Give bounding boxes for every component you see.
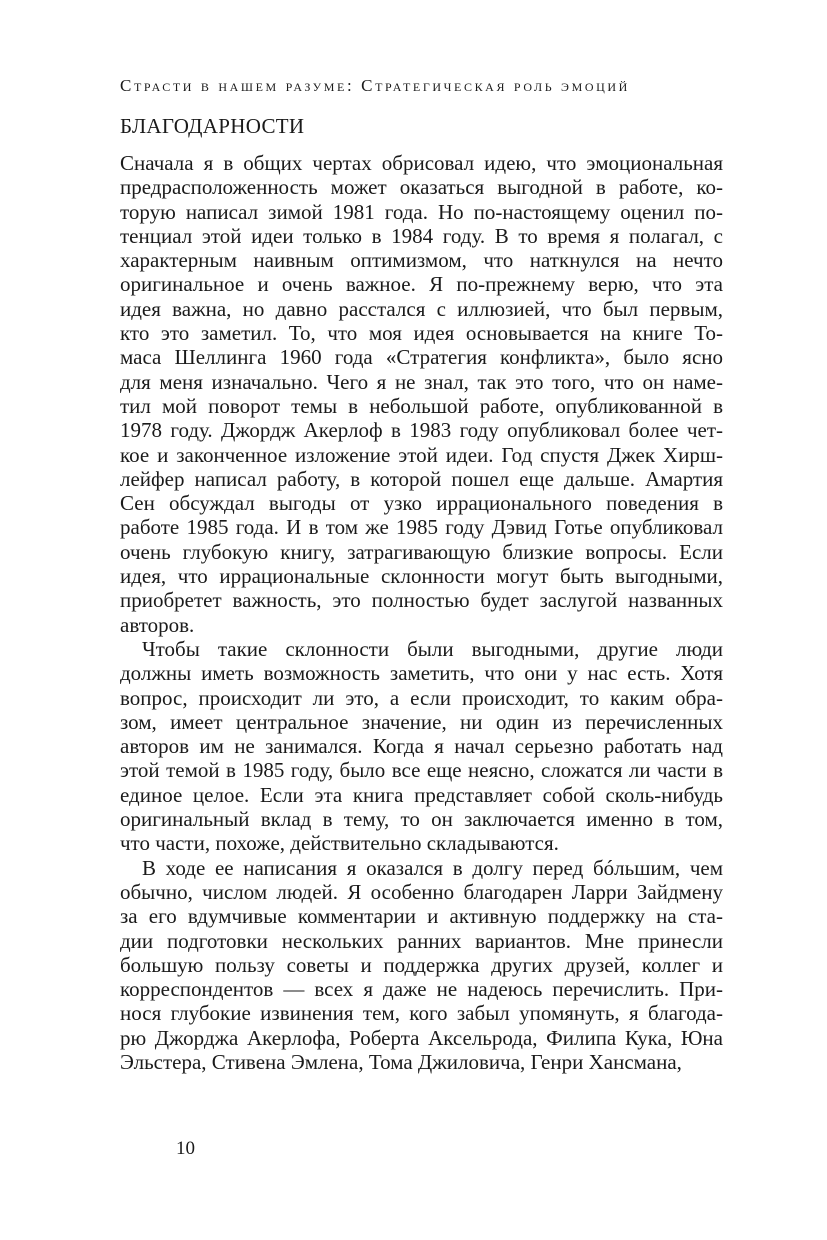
text-line: кто это заметил. То, что моя идея основывается на книге То- — [120, 321, 723, 346]
text-line: авторов. — [120, 612, 195, 637]
text-line: что части, похоже, действительно складываются. — [120, 831, 559, 856]
text-line: В ходе ее написания я оказался в долгу перед бóльшим, чем — [142, 855, 723, 880]
text-line: тенциал этой идеи только в 1984 году. В то время я полагал, с — [120, 223, 723, 248]
paragraph — [120, 856, 723, 1075]
text-line: идея важна, но давно расстался с иллюзией, что был первым, — [120, 296, 723, 321]
text-line: нося глубокие извинения тем, кого забыл упомянуть, я благода- — [120, 1001, 723, 1026]
running-head: Страсти в нашем разуме: Стратегическая роль эмоций — [120, 76, 630, 95]
text-line: корреспондентов — всех я даже не надеюсь перечислить. При- — [120, 977, 723, 1002]
text-line: характерным наивным оптимизмом, что наткнулся на нечто — [120, 248, 723, 273]
text-line: идея, что иррациональные склонности могут быть выгодными, — [120, 564, 723, 589]
text-line: Сен обсуждал выгоды от узко иррационального поведения в — [120, 491, 723, 516]
text-line: Чтобы такие склонности были выгодными, другие люди — [142, 636, 723, 661]
text-line: этой темой в 1985 году, было все еще неясно, сложатся ли части в — [120, 758, 723, 783]
text-line: зом, имеет центральное значение, ни один из перечисленных — [120, 709, 723, 734]
text-line: большую пользу советы и поддержка других друзей, коллег и — [120, 952, 723, 977]
text-line: лейфер написал работу, в которой пошел еще дальше. Амартия — [120, 466, 723, 491]
text-line: для меня изначально. Чего я не знал, так это того, что он наме- — [120, 369, 723, 394]
text-line: кое и законченное изложение этой идеи. Год спустя Джек Хирш- — [120, 442, 723, 467]
section-title: БЛАГОДАРНОСТИ — [120, 114, 305, 138]
text-line: обычно, числом людей. Я особенно благодарен Ларри Зайдмену — [120, 879, 723, 904]
body-text — [120, 151, 723, 1074]
page-number: 10 — [176, 1138, 195, 1159]
text-line: дии подготовки нескольких ранних вариантов. Мне принесли — [120, 928, 723, 953]
text-line: предрасположенность может оказаться выгодной в работе, ко- — [120, 175, 723, 200]
text-line: Эльстера, Стивена Эмлена, Тома Джиловича, Генри Хансмана, — [120, 1049, 682, 1074]
text-line: приобретет важность, это полностью будет заслугой названных — [120, 588, 723, 613]
text-line: тил мой поворот темы в небольшой работе, опубликованной в — [120, 393, 723, 418]
text-line: вопрос, происходит ли это, а если происходит, то каким обра- — [120, 685, 723, 710]
text-line: авторов им не занимался. Когда я начал серьезно работать над — [120, 734, 723, 759]
text-line: за его вдумчивые комментарии и активную поддержку на ста- — [120, 904, 723, 929]
paragraph — [120, 637, 723, 856]
paragraph — [120, 151, 723, 637]
text-line: единое целое. Если эта книга представляет собой сколь-нибудь — [120, 782, 723, 807]
text-line: маса Шеллинга 1960 года «Стратегия конфликта», было ясно — [120, 345, 723, 370]
text-line: оригинальный вклад в тему, то он заключается именно в том, — [120, 807, 723, 832]
text-line: должны иметь возможность заметить, что они у нас есть. Хотя — [120, 661, 723, 686]
text-line: оригинальное и очень важное. Я по-прежнему верю, что эта — [120, 272, 723, 297]
text-line: очень глубокую книгу, затрагивающую близкие вопросы. Если — [120, 539, 723, 564]
text-line: Сначала я в общих чертах обрисовал идею, что эмоциональная — [120, 151, 723, 175]
text-line: рю Джорджа Акерлофа, Роберта Аксельрода, Филипа Кука, Юна — [120, 1025, 723, 1050]
text-line: 1978 году. Джордж Акерлоф в 1983 году опубликовал более чет- — [120, 418, 723, 443]
text-line: работе 1985 года. И в том же 1985 году Дэвид Готье опубликовал — [120, 515, 723, 540]
text-line: торую написал зимой 1981 года. Но по-настоящему оценил по- — [120, 199, 723, 224]
